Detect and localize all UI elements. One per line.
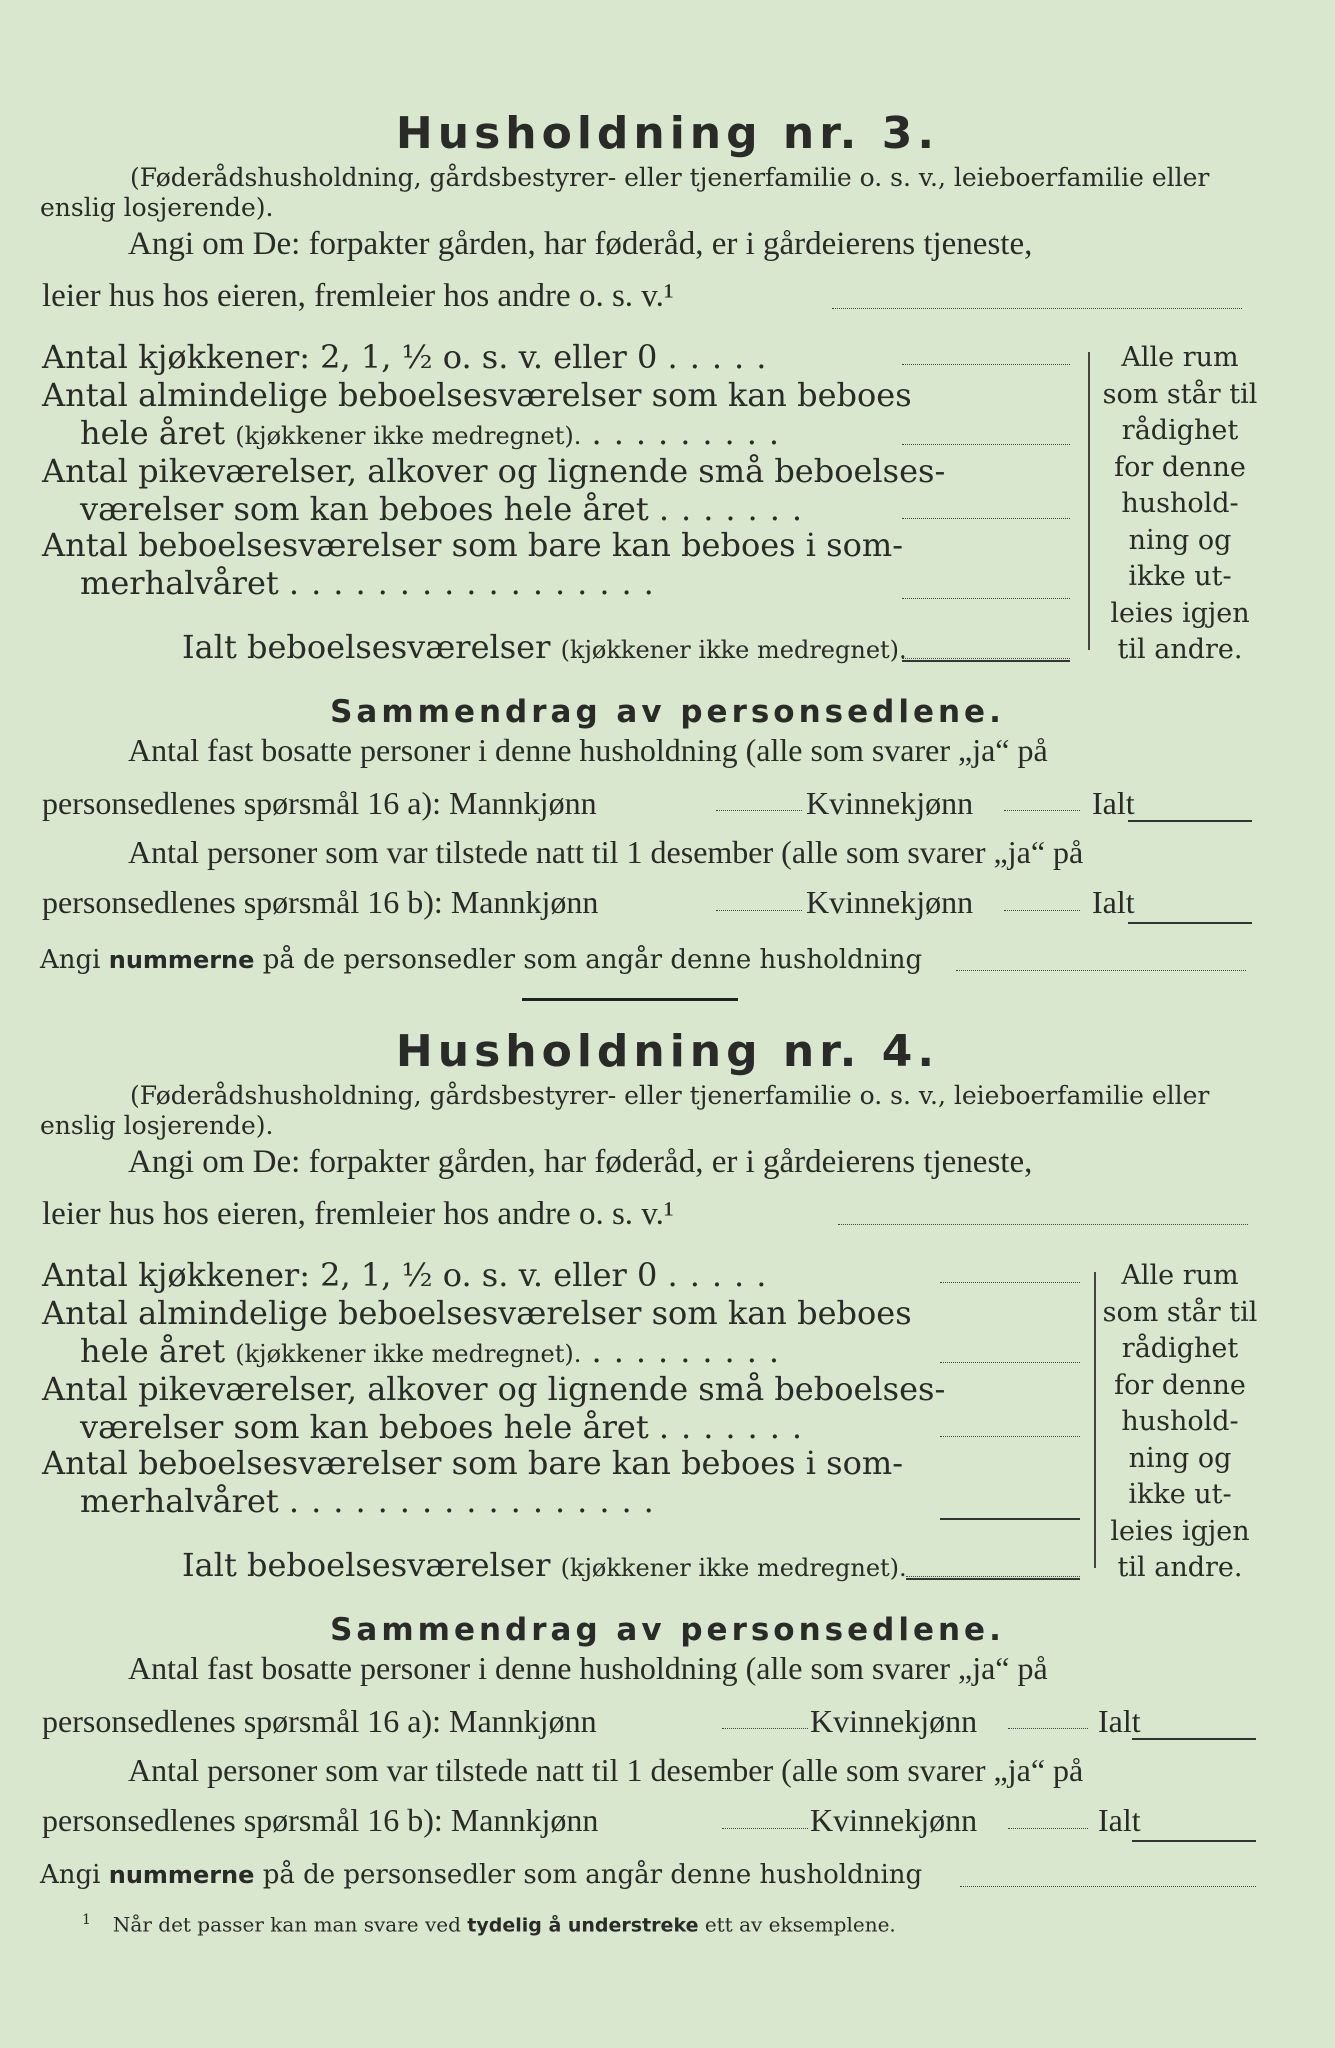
fast-total-label: Ialt: [1098, 1703, 1141, 1739]
side-note-line: hushold-: [1121, 488, 1239, 519]
side-note-line: rådighet: [1121, 415, 1239, 446]
present-female-field[interactable]: [1008, 1828, 1088, 1829]
present-female-field[interactable]: [1004, 910, 1080, 911]
side-note-line: leies igjen: [1110, 597, 1250, 629]
question-line-1: Angi om De: forpakter gården, har føderåd, er i gårdeierens tjeneste,: [128, 1144, 1033, 1180]
summary-title: Sammendrag av personsedlene.: [330, 1612, 1005, 1648]
arrangement-answer-field[interactable]: [838, 1224, 1248, 1225]
total-rooms-underline: [902, 660, 1070, 662]
fast-total-field[interactable]: [1132, 1738, 1256, 1740]
household-subtitle: (Føderådshusholdning, gårdsbestyrer- eller tjenerfamilie o. s. v., leieboerfamilie eller enslig losjerende).: [40, 1081, 1210, 1140]
side-note-line: ning og: [1128, 524, 1232, 556]
person-numbers-line: Angi nummerne på de personsedler som angår denne husholdning: [40, 1860, 923, 1890]
side-note-line: hushold-: [1121, 1406, 1239, 1437]
household-title: Husholdning nr. 4.: [395, 1026, 940, 1077]
present-total-field[interactable]: [1132, 1840, 1256, 1842]
summary-title: Sammendrag av personsedlene.: [330, 694, 1005, 730]
present-male-field[interactable]: [716, 910, 802, 911]
side-note-line: rådighet: [1121, 1333, 1239, 1364]
present-male-field[interactable]: [722, 1828, 808, 1829]
section-divider: [522, 998, 738, 1001]
person-numbers-field[interactable]: [960, 1886, 1256, 1887]
total-rooms-label: Ialt beboelsesværelser (kjøkkener ikke medregnet).: [182, 628, 907, 666]
fast-male-field[interactable]: [722, 1728, 808, 1729]
present-persons-line: Antal personer som var tilstede natt til 1 desember (alle som svarer „ja“ på: [128, 1752, 1084, 1788]
total-rooms-underline: [906, 1578, 1080, 1580]
person-numbers-line: Angi nummerne på de personsedler som angår denne husholdning: [40, 945, 923, 975]
ordinary-rooms-field[interactable]: [940, 1362, 1080, 1363]
fast-female-label: Kvinnekjønn: [810, 1703, 978, 1739]
present-total-label: Ialt: [1092, 884, 1135, 920]
kitchens-label: Antal kjøkkener: 2, 1, ½ o. s. v. eller 0 .....: [42, 338, 779, 376]
ordinary-rooms-label-1: Antal almindelige beboelsesværelser som kan beboes: [42, 376, 912, 414]
side-note: [1085, 340, 1275, 669]
present-persons-line: Antal personer som var tilstede natt til 1 desember (alle som svarer „ja“ på: [128, 834, 1084, 870]
present-persons-prefix: personsedlenes spørsmål 16 b): Mannkjønn: [42, 1802, 599, 1838]
fast-female-field[interactable]: [1004, 810, 1080, 811]
side-note-line: til andre.: [1117, 1552, 1243, 1583]
total-rooms-field[interactable]: [906, 1576, 1080, 1577]
ordinary-rooms-label-2: hele året (kjøkkener ikke medregnet). .........: [80, 1332, 792, 1370]
present-persons-prefix: personsedlenes spørsmål 16 b): Mannkjønn: [42, 884, 599, 920]
present-total-field[interactable]: [1128, 922, 1252, 924]
maid-rooms-label-2: værelser som kan beboes hele året .......: [80, 1408, 815, 1446]
fast-female-field[interactable]: [1008, 1728, 1088, 1729]
side-note: [1085, 1258, 1275, 1587]
ordinary-rooms-label-2: hele året (kjøkkener ikke medregnet). .........: [80, 414, 792, 452]
maid-rooms-label-1: Antal pikeværelser, alkover og lignende små beboelses-: [42, 1370, 946, 1408]
household-subtitle: (Føderådshusholdning, gårdsbestyrer- eller tjenerfamilie o. s. v., leieboerfamilie eller enslig losjerende).: [40, 163, 1210, 222]
summer-rooms-label-1: Antal beboelsesværelser som bare kan beboes i som-: [42, 526, 904, 564]
side-note-line: for denne: [1114, 1369, 1246, 1401]
ordinary-rooms-field[interactable]: [902, 444, 1070, 445]
summer-rooms-label-2: merhalvåret .................: [80, 564, 666, 602]
present-female-label: Kvinnekjønn: [806, 884, 974, 920]
maid-rooms-field[interactable]: [940, 1436, 1080, 1437]
present-total-label: Ialt: [1098, 1802, 1141, 1838]
fast-residents-prefix: personsedlenes spørsmål 16 a): Mannkjønn: [42, 785, 597, 821]
arrangement-answer-field[interactable]: [832, 308, 1242, 309]
side-note-line: for denne: [1114, 451, 1246, 483]
kitchens-field[interactable]: [902, 364, 1070, 365]
total-rooms-label: Ialt beboelsesværelser (kjøkkener ikke medregnet).: [182, 1546, 907, 1584]
side-note-line: ikke ut-: [1128, 561, 1232, 592]
summer-rooms-label-1: Antal beboelsesværelser som bare kan beboes i som-: [42, 1444, 904, 1482]
fast-residents-line: Antal fast bosatte personer i denne husholdning (alle som svarer „ja“ på: [128, 732, 1048, 768]
person-numbers-field[interactable]: [956, 970, 1246, 971]
side-note-line: ning og: [1128, 1442, 1232, 1474]
fast-total-label: Ialt: [1092, 785, 1135, 821]
total-rooms-field[interactable]: [902, 658, 1070, 659]
kitchens-label: Antal kjøkkener: 2, 1, ½ o. s. v. eller 0 .....: [42, 1256, 779, 1294]
ordinary-rooms-label-1: Antal almindelige beboelsesværelser som kan beboes: [42, 1294, 912, 1332]
summer-rooms-field[interactable]: [940, 1518, 1080, 1520]
fast-female-label: Kvinnekjønn: [806, 785, 974, 821]
side-note-line: Alle rum: [1121, 1260, 1239, 1291]
side-note-line: Alle rum: [1121, 342, 1239, 373]
fast-male-field[interactable]: [716, 810, 802, 811]
side-note-line: som står til: [1102, 378, 1258, 410]
footnote: $^1$ Når det passer kan man svare ved tydelig å understreke ett av eksemplene.: [82, 1912, 896, 1937]
household-title: Husholdning nr. 3.: [395, 108, 940, 159]
side-note-line: leies igjen: [1110, 1515, 1250, 1547]
maid-rooms-label-1: Antal pikeværelser, alkover og lignende små beboelses-: [42, 452, 946, 490]
question-line-1: Angi om De: forpakter gården, har føderåd, er i gårdeierens tjeneste,: [128, 226, 1033, 262]
kitchens-field[interactable]: [940, 1282, 1080, 1283]
question-line-2: leier hus hos eieren, fremleier hos andre o. s. v.¹: [42, 1196, 674, 1232]
maid-rooms-field[interactable]: [902, 518, 1070, 519]
fast-total-field[interactable]: [1128, 820, 1252, 822]
summer-rooms-field[interactable]: [902, 598, 1070, 599]
summer-rooms-label-2: merhalvåret .................: [80, 1482, 666, 1520]
side-note-line: ikke ut-: [1128, 1479, 1232, 1510]
side-note-line: til andre.: [1117, 634, 1243, 665]
present-female-label: Kvinnekjønn: [810, 1802, 978, 1838]
footnote-mark: 1: [82, 1912, 91, 1928]
side-note-line: som står til: [1102, 1296, 1258, 1328]
fast-residents-prefix: personsedlenes spørsmål 16 a): Mannkjønn: [42, 1703, 597, 1739]
fast-residents-line: Antal fast bosatte personer i denne husholdning (alle som svarer „ja“ på: [128, 1650, 1048, 1686]
question-line-2: leier hus hos eieren, fremleier hos andre o. s. v.¹: [42, 278, 674, 314]
maid-rooms-label-2: værelser som kan beboes hele året .......: [80, 490, 815, 528]
